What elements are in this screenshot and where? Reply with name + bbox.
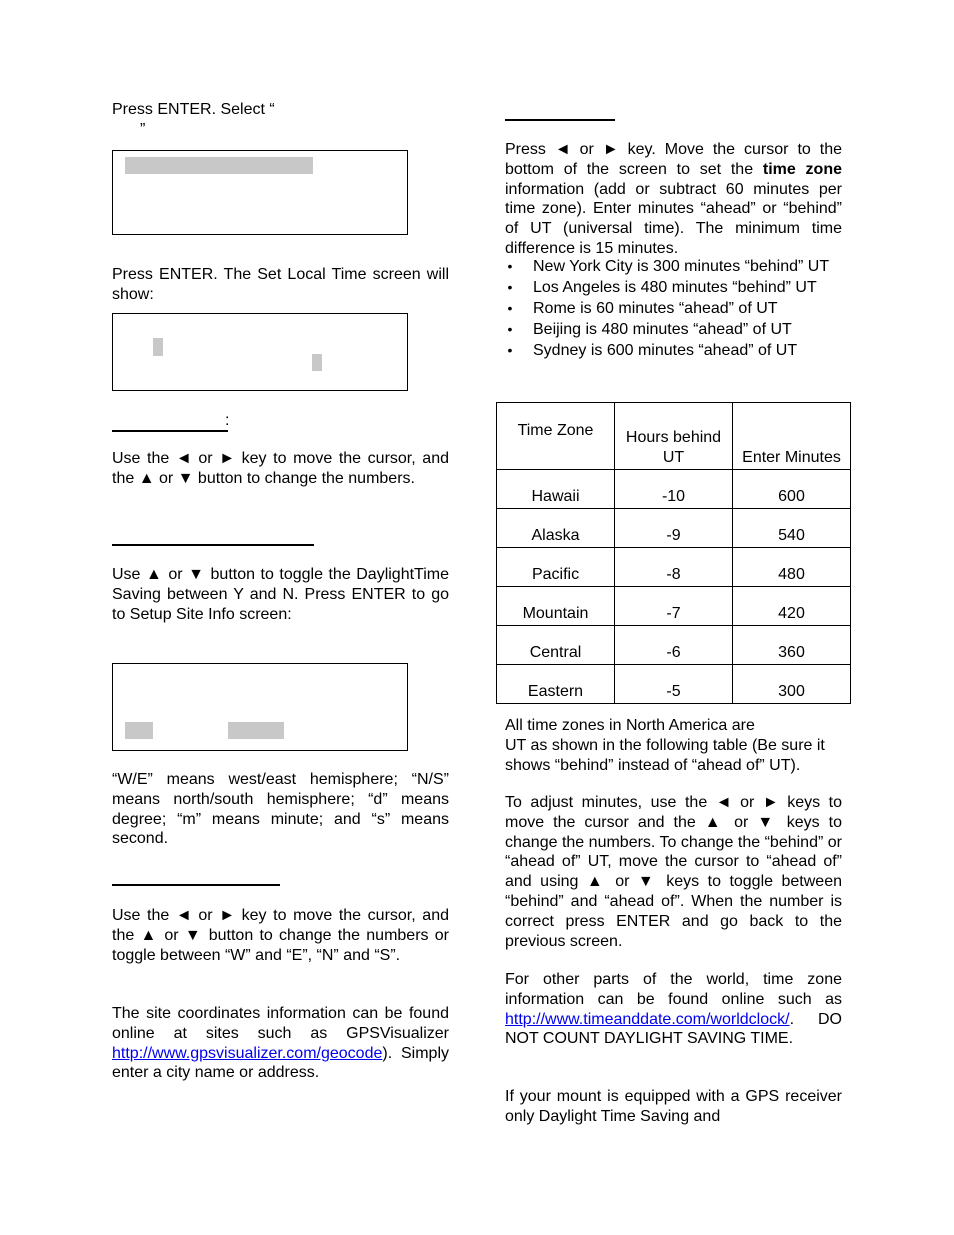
table-cell-zone: Hawaii bbox=[497, 470, 615, 509]
lcd-cursor-degrees bbox=[228, 722, 284, 739]
lcd-cursor-date bbox=[153, 338, 163, 356]
select-instruction-line2: ” bbox=[140, 120, 146, 138]
lcd-set-local-time-screen bbox=[112, 313, 408, 391]
table-cell-zone: Central bbox=[497, 626, 615, 665]
gpsvisualizer-link[interactable]: http://www.gpsvisualizer.com/geocode bbox=[112, 1044, 383, 1062]
time-zone-instruction-b: information (add or subtract 60 minutes per time zone). Enter minutes “ahead” or “behind” of UT (universal time). The minimum time difference is 15 minutes. bbox=[505, 180, 842, 257]
lcd-site-info-screen bbox=[112, 663, 408, 751]
select-instruction-line1: Press ENTER. Select “ bbox=[112, 101, 275, 118]
world-time-zone-period: . bbox=[789, 1010, 795, 1028]
table-cell-minutes: 300 bbox=[733, 665, 851, 704]
city-offset-list bbox=[505, 257, 845, 362]
list-item-text: Los Angeles is 480 minutes “behind” UT bbox=[533, 278, 817, 296]
table-cell-hours: -6 bbox=[615, 626, 733, 665]
site-coordinates-instruction: Use the ◄ or ► key to move the cursor, and the ▲ or ▼ button to change the numbers or toggle between “W” and “E”, “N” and “S”. bbox=[112, 907, 449, 964]
table-cell-minutes: 600 bbox=[733, 470, 851, 509]
heading-date-time-colon: : bbox=[225, 412, 230, 429]
site-coordinates-source-text: The site coordinates information can be found online at sites such as GPSVisualizer bbox=[112, 1005, 449, 1042]
world-time-zone-text: For other parts of the world, time zone information can be found online such as bbox=[505, 971, 842, 1008]
table-row bbox=[497, 665, 851, 704]
time-zone-table bbox=[496, 402, 851, 704]
table-cell-hours: -5 bbox=[615, 665, 733, 704]
bullet-icon: • bbox=[507, 299, 513, 316]
table-cell-minutes: 540 bbox=[733, 509, 851, 548]
table-row bbox=[497, 587, 851, 626]
list-item bbox=[505, 257, 845, 277]
timeanddate-link[interactable]: http://www.timeanddate.com/worldclock/ bbox=[505, 1010, 790, 1028]
table-cell-hours: -10 bbox=[615, 470, 733, 509]
table-cell-hours: -7 bbox=[615, 587, 733, 626]
adjust-minutes-paragraph: To adjust minutes, use the ◄ or ► keys to move the cursor and the ▲ or ▼ keys to change the numbers. To change the “behind” or “ahead of” UT, move the cursor to “ahead of” and using ▲ or ▼ keys to toggle between “behind” and “ahead of”. When the number is correct press ENTER and go back to the previous screen. bbox=[505, 794, 842, 950]
select-instruction bbox=[112, 100, 449, 140]
list-item bbox=[505, 299, 845, 319]
table-cell-zone: Alaska bbox=[497, 509, 615, 548]
table-cell-hours: -8 bbox=[615, 548, 733, 587]
heading-daylight-saving-underline bbox=[112, 544, 314, 546]
time-zone-instruction-a: Press ◄ or ► key. Move the cursor to the bottom of the screen to set the bbox=[505, 141, 842, 178]
no-daylight-saving-note: DO NOT COUNT DAYLIGHT SAVING TIME. bbox=[505, 1010, 842, 1048]
bullet-icon: • bbox=[507, 320, 513, 337]
coordinate-legend-paragraph: “W/E” means west/east hemisphere; “N/S” means north/south hemisphere; “d” means degree; “m” means minute; and “s” means second. bbox=[112, 771, 449, 848]
list-item bbox=[505, 320, 845, 340]
table-cell-minutes: 360 bbox=[733, 626, 851, 665]
table-cell-zone: Eastern bbox=[497, 665, 615, 704]
table-cell-minutes: 480 bbox=[733, 548, 851, 587]
table-cell-minutes: 420 bbox=[733, 587, 851, 626]
heading-date-time-underline bbox=[112, 430, 228, 432]
list-item bbox=[505, 278, 845, 298]
table-row bbox=[497, 548, 851, 587]
gps-receiver-paragraph: If your mount is equipped with a GPS receiver only Daylight Time Saving and bbox=[505, 1088, 842, 1125]
north-america-line2: UT as shown in the following table (Be sure it shows “behind” instead of “ahead of” UT). bbox=[505, 736, 825, 774]
set-local-time-intro: Press ENTER. The Set Local Time screen will show: bbox=[112, 266, 449, 303]
daylight-saving-instruction: Use ▲ or ▼ button to toggle the DaylightTime Saving between Y and N. Press ENTER to go to Setup Site Info screen: bbox=[112, 566, 449, 623]
list-item bbox=[505, 341, 845, 361]
date-time-instruction: Use the ◄ or ► key to move the cursor, and the ▲ or ▼ button to change the numbers. bbox=[112, 450, 449, 487]
bullet-icon: • bbox=[507, 258, 513, 274]
table-row bbox=[497, 470, 851, 509]
table-cell-hours: -9 bbox=[615, 509, 733, 548]
time-zone-instruction bbox=[505, 140, 842, 259]
bullet-icon: • bbox=[507, 341, 513, 358]
heading-time-zone-underline bbox=[505, 119, 615, 121]
table-header-minutes: Enter Minutes bbox=[733, 403, 851, 470]
list-item-text: Rome is 60 minutes “ahead” of UT bbox=[533, 299, 778, 317]
list-item-text: Sydney is 600 minutes “ahead” of UT bbox=[533, 341, 798, 359]
world-time-zone-paragraph bbox=[505, 970, 842, 1049]
left-column bbox=[112, 0, 449, 1235]
table-header-row bbox=[497, 403, 851, 470]
table-header-hours: Hours behind UT bbox=[615, 403, 733, 470]
table-cell-zone: Pacific bbox=[497, 548, 615, 587]
lcd-selection-highlight bbox=[125, 157, 313, 174]
lcd-cursor-time bbox=[312, 354, 322, 371]
table-header-time-zone: Time Zone bbox=[497, 403, 615, 470]
site-coordinates-source-end: Simply enter a city name or address. bbox=[112, 1044, 449, 1082]
table-cell-zone: Mountain bbox=[497, 587, 615, 626]
heading-date-time bbox=[112, 411, 449, 431]
list-item-text: New York City is 300 minutes “behind” UT bbox=[533, 258, 830, 275]
time-zone-bold: time zone bbox=[762, 160, 842, 178]
site-coordinates-source bbox=[112, 1004, 449, 1083]
table-row bbox=[497, 626, 851, 665]
north-america-paragraph bbox=[505, 716, 842, 775]
heading-site-coordinates-underline bbox=[112, 884, 280, 886]
north-america-line1: All time zones in North America are bbox=[505, 717, 755, 734]
lcd-menu-screen bbox=[112, 150, 408, 235]
bullet-icon: • bbox=[507, 278, 513, 295]
table-row bbox=[497, 509, 851, 548]
lcd-cursor-hemisphere bbox=[125, 722, 153, 739]
list-item-text: Beijing is 480 minutes “ahead” of UT bbox=[533, 320, 792, 338]
site-coordinates-source-close: ). bbox=[382, 1044, 393, 1062]
